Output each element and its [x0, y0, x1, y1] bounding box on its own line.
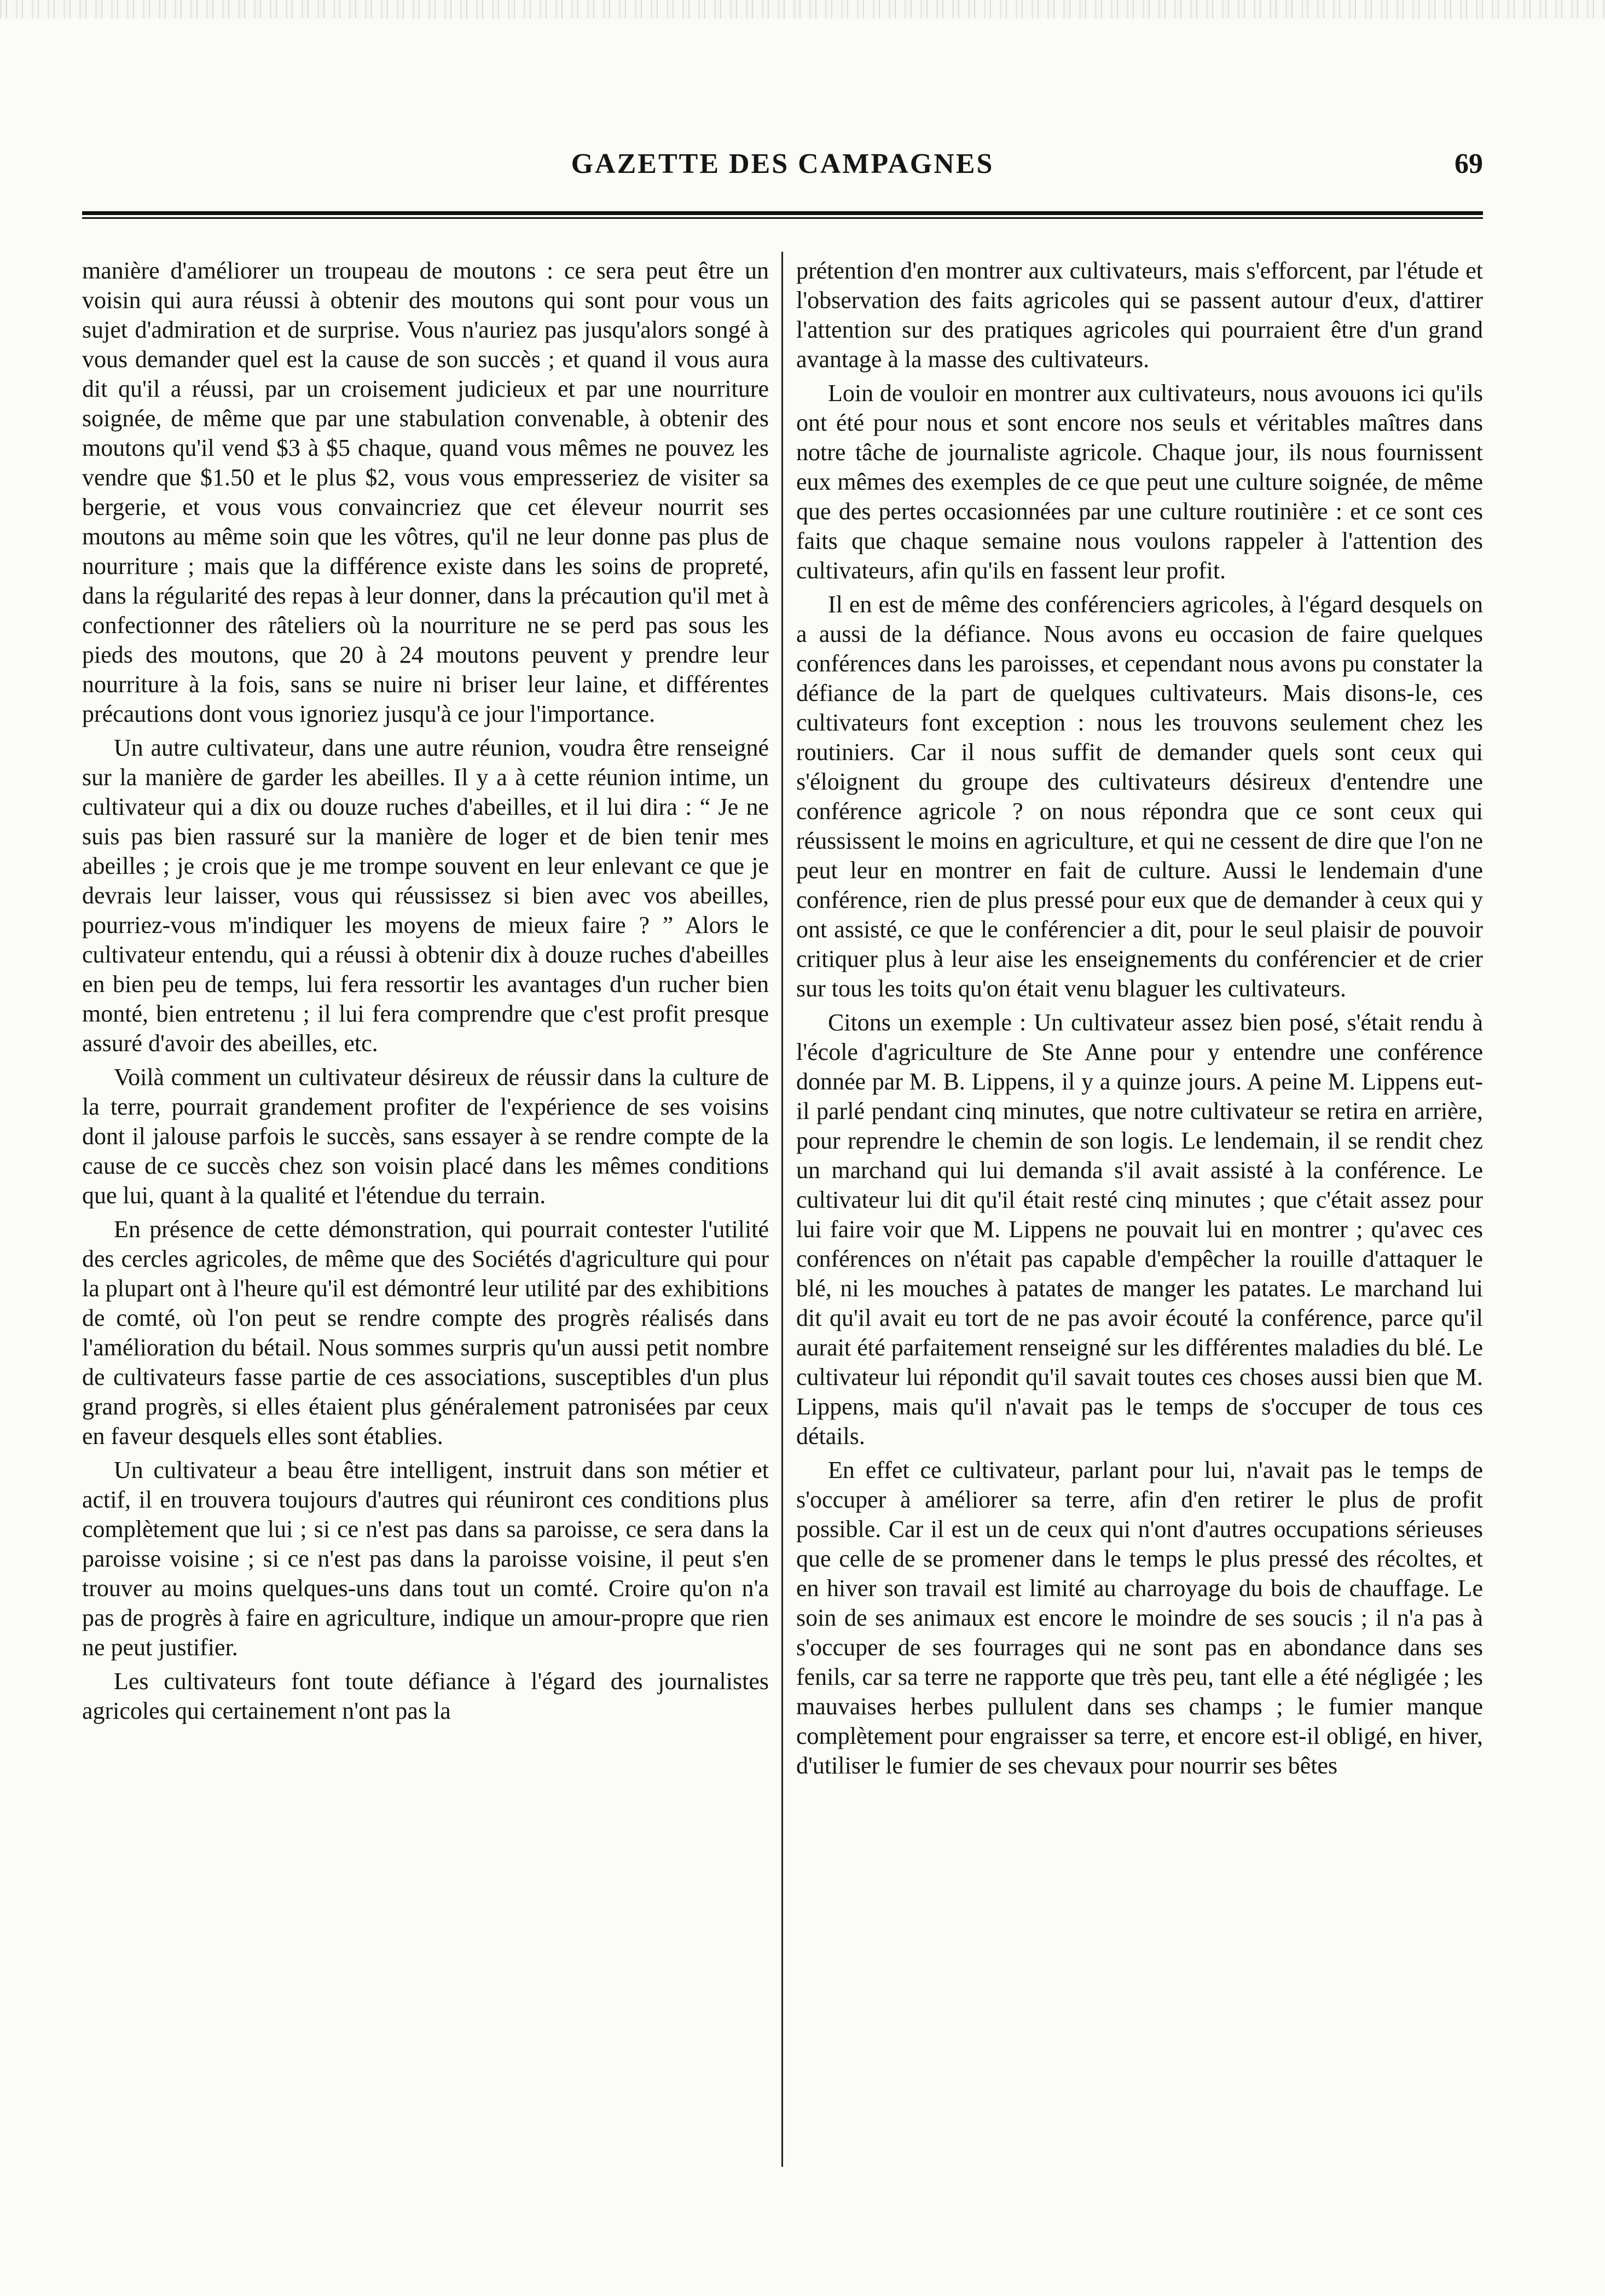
paragraph: prétention d'en montrer aux cultivateurs, mais s'efforcent, par l'étude et l'observation des faits agricoles qui se passent autour d'eux, d'attirer l'attention sur des pratiques agricoles qui pourraient être d'un grand avantage à la masse des cultivateurs. [796, 257, 1483, 373]
page-number: 69 [1455, 148, 1483, 179]
column-divider [781, 252, 783, 2167]
right-column [796, 256, 1483, 2160]
paragraph: En présence de cette démonstration, qui pourrait contester l'utilité des cercles agricoles, de même que des Sociétés d'agriculture qui pour la plupart ont à l'heure qu'il est démontré leur utilité par des exhibitions de comté, où l'on peut se rendre compte des progrès réalisés dans l'amélioration du bétail. Nous sommes surpris qu'un aussi petit nombre de cultivateurs fasse partie de ces associations, susceptibles d'un plus grand progrès, si elles étaient plus généralement patronisées par ceux en faveur desquels elles sont établies. [82, 1216, 769, 1450]
paragraph: Les cultivateurs font toute défiance à l'égard des journalistes agricoles qui certainement n'ont pas la [82, 1668, 769, 1724]
paragraph: Il en est de même des conférenciers agricoles, à l'égard desquels on a aussi de la défiance. Nous avons eu occasion de faire quelques conférences dans les paroisses, et cependant nous avons pu constater la défiance de la part de quelques cultivateurs. Mais disons-le, ces cultivateurs font exception : nous les trouvons seulement chez les routiniers. Car il nous suffit de demander quels sont ceux qui s'éloignent du groupe des cultivateurs désireux d'entendre une conférence agricole ? on nous répondra que ce sont ceux qui réussissent le moins en agriculture, et qui ne cessent de dire que l'on ne peut leur en montrer en fait de culture. Aussi le lendemain d'une conférence, rien de plus pressé pour eux que de demander à ceux qui y ont assisté, ce que le conférencier a dit, pour le seul plaisir de pouvoir critiquer plus à leur aise les enseignements du conférencier et de crier sur tous les toits qu'on était venu blaguer les cultivateurs. [796, 591, 1483, 1002]
paragraph: Un autre cultivateur, dans une autre réunion, voudra être renseigné sur la manière de garder les abeilles. Il y a à cette réunion intime, un cultivateur qui a dix ou douze ruches d'abeilles, et il lui dira : “ Je ne suis pas bien rassuré sur la manière de loger et de bien tenir mes abeilles ; je crois que je me trompe souvent en leur enlevant ce que je devrais leur laisser, vous qui réussissez si bien avec vos abeilles, pourriez-vous m'indiquer les moyens de mieux faire ? ” Alors le cultivateur entendu, qui a réussi à obtenir dix à douze ruches d'abeilles en bien peu de temps, lui fera ressortir les avantages d'un rucher bien monté, bien entretenu ; il lui fera comprendre que c'est profit presque assuré d'avoir des abeilles, etc. [82, 734, 769, 1057]
paragraph: Voilà comment un cultivateur désireux de réussir dans la culture de la terre, pourrait grandement profiter de l'expérience de ses voisins dont il jalouse parfois le succès, sans essayer à se rendre compte de la cause de ce succès chez son voisin placé dans les mêmes conditions que lui, quant à la qualité et l'étendue du terrain. [82, 1064, 769, 1209]
publication-title: GAZETTE DES CAMPAGNES [571, 148, 994, 179]
header-rule [82, 211, 1483, 219]
paragraph: Un cultivateur a beau être intelligent, instruit dans son métier et actif, il en trouvera toujours d'autres qui réuniront ces conditions plus complètement que lui ; si ce n'est pas dans sa paroisse, ce sera dans la paroisse voisine ; si ce n'est pas dans la paroisse voisine, il peut s'en trouver au moins quelques-uns dans tout un comté. Croire qu'on n'a pas de progrès à faire en agriculture, indique un amour-propre que rien ne peut justifier. [82, 1457, 769, 1661]
running-header [82, 148, 1483, 192]
paragraph: En effet ce cultivateur, parlant pour lui, n'avait pas le temps de s'occuper à améliorer sa terre, afin d'en retirer le plus de profit possible. Car il est un de ceux qui n'ont d'autres occupations sérieuses que celle de se promener dans le temps le plus pressé des récoltes, et en hiver son travail est limité au charroyage du bois de chauffage. Le soin de ses animaux est encore le moindre de ses soucis ; il n'a pas à s'occuper de ses fourrages qui ne sont pas en abondance dans ses fenils, car sa terre ne rapporte que très peu, tant elle a été négligée ; les mauvaises herbes pullulent dans ses champs ; le fumier manque complètement pour engraisser sa terre, et encore est-il obligé, en hiver, d'utiliser le fumier de ses chevaux pour nourrir ses bêtes [796, 1457, 1483, 1779]
paragraph: Loin de vouloir en montrer aux cultivateurs, nous avouons ici qu'ils ont été pour nous et sont encore nos seuls et véritables maîtres dans notre tâche de journaliste agricole. Chaque jour, ils nous fournissent eux mêmes des exemples de ce que peut une culture soignée, de même que des pertes occasionnées par une culture routinière : et ce sont ces faits que chaque semaine nous voulons rappeler à l'attention des cultivateurs, afin qu'ils en fassent leur profit. [796, 380, 1483, 584]
left-column [82, 256, 769, 2160]
paragraph: Citons un exemple : Un cultivateur assez bien posé, s'était rendu à l'école d'agriculture de Ste Anne pour y entendre une conférence donnée par M. B. Lippens, il y a quinze jours. A peine M. Lippens eut-il parlé pendant cinq minutes, que notre cultivateur se retira en arrière, pour reprendre le chemin de son logis. Le lendemain, il se rendit chez un marchand qui lui demanda s'il avait assisté à la conférence. Le cultivateur lui dit qu'il était resté cinq minutes ; que c'était assez pour lui faire voir que M. Lippens ne pouvait lui en montrer ; qu'avec ces conférences on n'était pas capable d'empêcher la rouille d'attaquer le blé, ni les mouches à patates de manger les patates. Le marchand lui dit qu'il avait eu tort de ne pas avoir écouté la conférence, parce qu'il aurait été parfaitement renseigné sur les différentes maladies du blé. Le cultivateur lui répondit qu'il savait toutes ces choses aussi bien que M. Lippens, mais qu'il n'avait pas le temps de s'occuper de tous ces détails. [796, 1009, 1483, 1450]
paragraph: manière d'améliorer un troupeau de moutons : ce sera peut être un voisin qui aura réussi à obtenir des moutons qui sont pour vous un sujet d'admiration et de surprise. Vous n'auriez pas jusqu'alors songé à vous demander quel est la cause de son succès ; et quand il vous aura dit qu'il a réussi, par un croisement judicieux et par une nourriture soignée, de même que par une stabulation convenable, à obtenir des moutons qu'il vend $3 à $5 chaque, quand vous mêmes ne pouvez les vendre que $1.50 et le plus $2, vous vous empresseriez de visiter sa bergerie, et vous vous convaincriez que cet éleveur nourrit ses moutons au même soin que les vôtres, qu'il ne leur donne pas plus de nourriture ; mais que la différence existe dans les soins de propreté, dans la régularité des repas à leur donner, dans la précaution qu'il met à confectionner des râteliers où la nourriture ne se perd pas sous les pieds des moutons, que 20 à 24 moutons peuvent y prendre leur nourriture à la fois, sans se nuire ni briser leur laine, et différentes précautions dont vous ignoriez jusqu'à ce jour l'importance. [82, 257, 769, 727]
page-top-edge [0, 0, 1605, 19]
